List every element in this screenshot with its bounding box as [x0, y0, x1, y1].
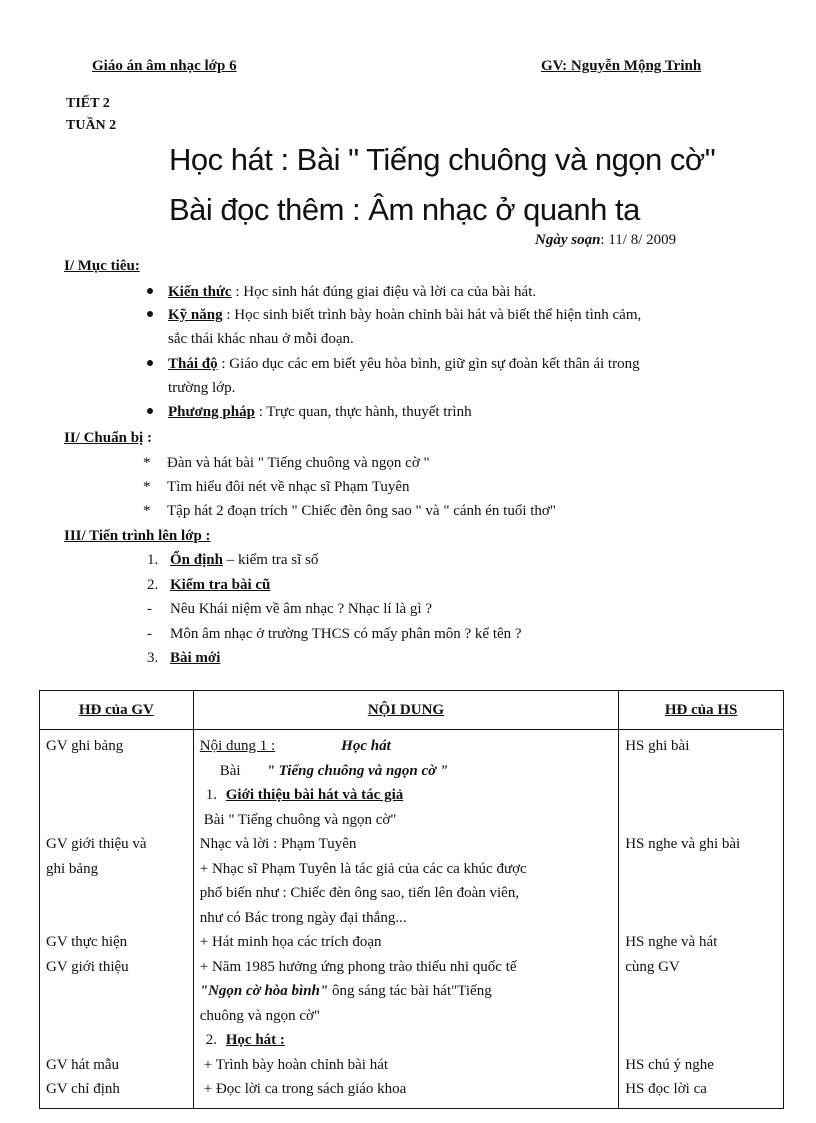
song-label: Bài	[219, 762, 241, 779]
objective-method	[147, 404, 472, 421]
objective-text: : Học sinh hát đúng giai điệu và lời ca của bài hát.	[231, 284, 537, 300]
section-process-heading: III/ Tiến trình lên lớp :	[64, 528, 211, 544]
date-label: Ngày soạn	[535, 232, 601, 248]
subsection-number: 1.	[205, 787, 217, 803]
section-preparation-heading	[64, 430, 152, 447]
objective-text: : Giáo dục các em biết yêu hòa bình, giữ gìn sự đoàn kết thân ái trong	[217, 356, 640, 372]
hs-note: HS nghe và ghi bài	[625, 836, 741, 852]
objective-attitude	[147, 356, 640, 373]
lesson-number: TIẾT 2	[66, 96, 110, 111]
bullet-icon	[147, 311, 153, 317]
process-step	[147, 626, 522, 643]
song-line	[200, 759, 612, 784]
header-right: GV: Nguyễn Mộng Trinh	[541, 58, 702, 74]
content-line: + Đọc lời ca trong sách giáo khoa	[203, 1081, 407, 1097]
title-sub: Bài đọc thêm : Âm nhạc ở quanh ta	[169, 192, 640, 227]
step-marker: 2.	[147, 577, 159, 593]
hs-column	[619, 730, 784, 1109]
objective-term: Thái độ	[168, 356, 218, 372]
date-value: : 11/ 8/ 2009	[600, 232, 677, 248]
asterisk-icon: *	[143, 455, 151, 471]
bullet-icon	[147, 360, 153, 366]
section-preparation-title: II/ Chuẩn bị	[64, 430, 144, 446]
hs-note: HS nghe và hát	[625, 934, 718, 950]
bullet-icon	[147, 288, 153, 294]
header-left: Giáo án âm nhạc lớp 6	[92, 58, 237, 74]
gv-note: GV hát mẫu	[46, 1056, 120, 1073]
step-marker: 3.	[147, 650, 159, 666]
objective-text: : Trực quan, thực hành, thuyết trình	[254, 404, 472, 420]
gv-note: GV giới thiệu và	[46, 836, 147, 852]
process-step	[147, 650, 220, 667]
objective-term: Kỹ năng	[168, 307, 223, 323]
hs-note: HS chú ý nghe	[625, 1056, 714, 1073]
header-hs: HĐ của HS	[619, 691, 784, 730]
gv-note: GV giới thiệu	[46, 958, 129, 975]
table-row	[40, 730, 784, 1109]
step-title: Bài mới	[170, 650, 221, 666]
subsection-title: Giới thiệu bài hát và tác giả	[225, 787, 404, 803]
content-line: Nhạc và lời : Phạm Tuyên	[199, 836, 357, 852]
objective-skill-cont: sắc thái khác nhau ở mỗi đoạn.	[168, 331, 354, 347]
hs-note: HS ghi bài	[625, 738, 690, 754]
content-1-title: Học hát	[341, 738, 391, 754]
objective-attitude-cont: trường lớp.	[168, 380, 236, 396]
gv-note: GV chỉ định	[46, 1081, 120, 1097]
step-text: Nêu Khái niệm về âm nhạc ? Nhạc lí là gì ?	[170, 601, 432, 617]
step-marker: 1.	[147, 552, 159, 568]
objective-text: : Học sinh biết trình bày hoàn chỉnh bài hát và biết thể hiện tình cảm,	[222, 307, 642, 323]
section-objectives-heading: I/ Mục tiêu:	[64, 258, 140, 274]
bullet-icon	[147, 408, 153, 414]
content-line: như có Bác trong ngày đại thắng...	[199, 909, 407, 926]
hs-note: HS đọc lời ca	[625, 1081, 707, 1097]
movement-name: "Ngọn cờ hòa bình"	[199, 983, 329, 999]
lesson-table	[39, 690, 784, 1109]
content-line: chuông và ngọn cờ"	[199, 1007, 321, 1024]
objective-knowledge	[147, 284, 536, 301]
week-number: TUẦN 2	[66, 118, 117, 133]
prep-item	[143, 455, 430, 472]
step-title: Ổn định	[170, 552, 223, 568]
step-marker: -	[147, 601, 152, 617]
process-step	[147, 601, 432, 618]
header-gv: HĐ của GV	[40, 691, 194, 730]
gv-column	[40, 730, 194, 1109]
title-main: Học hát : Bài " Tiếng chuông và ngọn cờ"	[169, 142, 716, 177]
content-line: + Năm 1985 hưởng ứng phong trào thiếu nhi quốc tế	[199, 958, 517, 975]
subsection-number: 2.	[205, 1032, 217, 1048]
subsection-1	[200, 783, 612, 808]
content-1-heading	[200, 734, 612, 759]
prep-text: Tập hát 2 đoạn trích " Chiếc đèn ông sao " và " cánh én tuổi thơ"	[167, 503, 556, 519]
asterisk-icon: *	[143, 503, 151, 519]
header-content: NỘI DUNG	[193, 691, 618, 730]
asterisk-icon: *	[143, 479, 151, 495]
content-column	[193, 730, 618, 1109]
process-step	[147, 577, 270, 594]
gv-note: ghi bảng	[46, 860, 99, 877]
objective-term: Kiến thức	[168, 284, 232, 300]
prep-text: Đàn và hát bài " Tiếng chuông và ngọn cờ "	[167, 455, 430, 471]
date-line	[535, 232, 676, 249]
step-text: – kiểm tra sĩ số	[222, 552, 319, 568]
step-marker: -	[147, 626, 152, 642]
subsection-title: Học hát :	[225, 1032, 285, 1048]
prep-item	[143, 479, 409, 496]
prep-text: Tìm hiểu đôi nét về nhạc sĩ Phạm Tuyên	[167, 479, 410, 495]
content-line: + Nhạc sĩ Phạm Tuyên là tác giả của các ca khúc được	[199, 860, 527, 877]
objective-term: Phương pháp	[168, 404, 255, 420]
content-line: + Hát minh họa các trích đoạn	[199, 934, 382, 950]
section-preparation-colon: :	[143, 430, 152, 446]
content-text: ông sáng tác bài hát"Tiếng	[328, 983, 492, 999]
gv-note: GV ghi bảng	[46, 738, 124, 754]
content-1-label: Nội dung 1 :	[199, 738, 276, 754]
content-line: Bài " Tiếng chuông và ngọn cờ"	[203, 811, 397, 828]
step-text: Môn âm nhạc ở trường THCS có mấy phân môn ? kể tên ?	[170, 626, 522, 642]
hs-note: cùng GV	[625, 958, 680, 975]
objective-skill	[147, 307, 641, 324]
gv-note: GV thực hiện	[46, 934, 128, 950]
table-header-row	[40, 691, 784, 730]
prep-item	[143, 503, 556, 520]
song-title: " Tiếng chuông và ngọn cờ "	[266, 762, 449, 779]
step-title: Kiểm tra bài cũ	[170, 577, 271, 593]
content-line: phổ biến như : Chiếc đèn ông sao, tiến lên đoàn viên,	[199, 885, 520, 901]
process-step	[147, 552, 318, 569]
subsection-2	[200, 1028, 612, 1053]
content-line: + Trình bày hoàn chỉnh bài hát	[203, 1056, 389, 1073]
content-line	[200, 979, 612, 1004]
